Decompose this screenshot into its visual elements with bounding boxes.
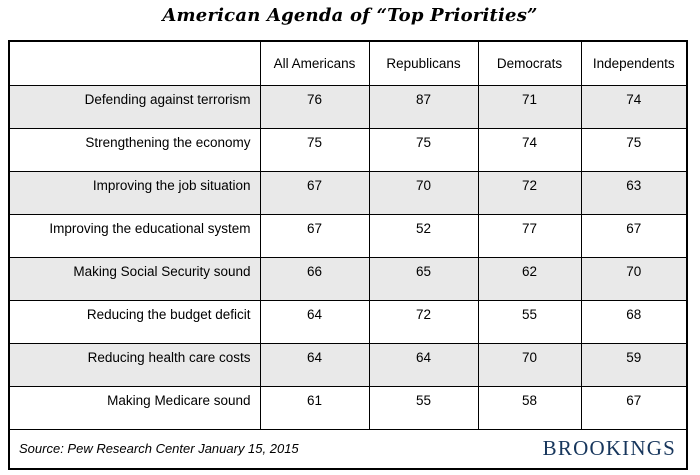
header-all-americans: All Americans bbox=[260, 41, 369, 85]
cell-value: 72 bbox=[478, 171, 581, 214]
cell-value: 71 bbox=[478, 85, 581, 128]
table-row bbox=[9, 214, 687, 257]
row-label: Reducing the budget deficit bbox=[9, 300, 260, 343]
cell-value: 75 bbox=[369, 128, 478, 171]
cell-value: 70 bbox=[369, 171, 478, 214]
cell-value: 52 bbox=[369, 214, 478, 257]
table-row bbox=[9, 386, 687, 429]
table-row bbox=[9, 85, 687, 128]
page-title: American Agenda of “Top Priorities” bbox=[162, 5, 538, 26]
cell-value: 68 bbox=[581, 300, 687, 343]
table-row bbox=[9, 300, 687, 343]
cell-value: 67 bbox=[260, 171, 369, 214]
brookings-logo: BROOKINGS bbox=[542, 436, 676, 461]
priorities-table bbox=[8, 40, 688, 470]
header-democrats: Democrats bbox=[478, 41, 581, 85]
cell-value: 72 bbox=[369, 300, 478, 343]
table-row bbox=[9, 343, 687, 386]
table-row bbox=[9, 128, 687, 171]
cell-value: 75 bbox=[260, 128, 369, 171]
cell-value: 59 bbox=[581, 343, 687, 386]
table-body bbox=[9, 85, 687, 429]
cell-value: 64 bbox=[260, 300, 369, 343]
cell-value: 70 bbox=[581, 257, 687, 300]
cell-value: 67 bbox=[581, 214, 687, 257]
cell-value: 65 bbox=[369, 257, 478, 300]
cell-value: 87 bbox=[369, 85, 478, 128]
footer-row bbox=[9, 429, 687, 469]
row-label: Improving the job situation bbox=[9, 171, 260, 214]
table-header bbox=[9, 41, 687, 85]
footer-cell bbox=[9, 429, 687, 469]
cell-value: 64 bbox=[369, 343, 478, 386]
header-row bbox=[9, 41, 687, 85]
row-label: Reducing health care costs bbox=[9, 343, 260, 386]
row-label: Defending against terrorism bbox=[9, 85, 260, 128]
cell-value: 74 bbox=[581, 85, 687, 128]
cell-value: 62 bbox=[478, 257, 581, 300]
cell-value: 76 bbox=[260, 85, 369, 128]
cell-value: 66 bbox=[260, 257, 369, 300]
cell-value: 61 bbox=[260, 386, 369, 429]
cell-value: 70 bbox=[478, 343, 581, 386]
cell-value: 67 bbox=[581, 386, 687, 429]
header-empty-cell bbox=[9, 41, 260, 85]
header-republicans: Republicans bbox=[369, 41, 478, 85]
cell-value: 58 bbox=[478, 386, 581, 429]
row-label: Making Social Security sound bbox=[9, 257, 260, 300]
cell-value: 63 bbox=[581, 171, 687, 214]
row-label: Making Medicare sound bbox=[9, 386, 260, 429]
row-label: Improving the educational system bbox=[9, 214, 260, 257]
cell-value: 67 bbox=[260, 214, 369, 257]
cell-value: 77 bbox=[478, 214, 581, 257]
cell-value: 64 bbox=[260, 343, 369, 386]
table-row bbox=[9, 257, 687, 300]
cell-value: 74 bbox=[478, 128, 581, 171]
source-note: Source: Pew Research Center January 15, 2015 bbox=[19, 441, 299, 457]
table-row bbox=[9, 171, 687, 214]
cell-value: 55 bbox=[369, 386, 478, 429]
table-footer bbox=[9, 429, 687, 469]
cell-value: 55 bbox=[478, 300, 581, 343]
cell-value: 75 bbox=[581, 128, 687, 171]
header-independents: Independents bbox=[581, 41, 687, 85]
row-label: Strengthening the economy bbox=[9, 128, 260, 171]
